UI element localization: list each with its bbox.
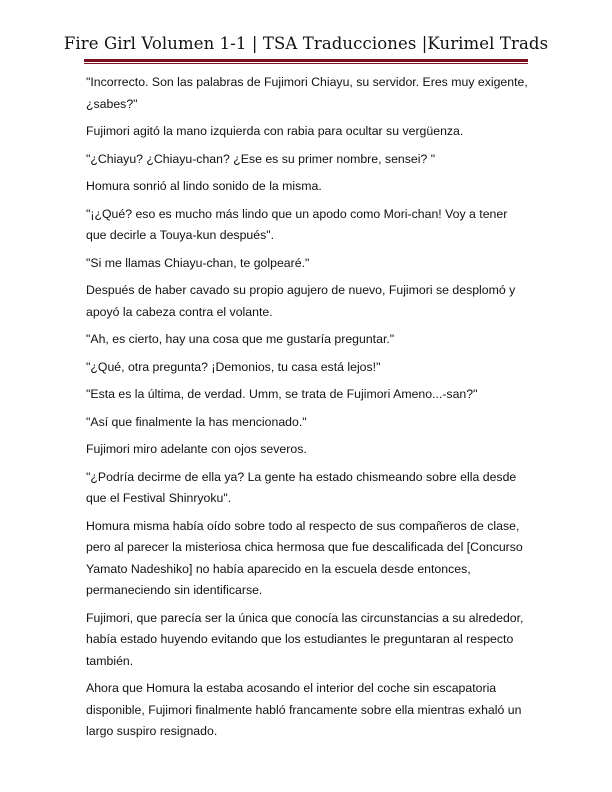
header-rule-thin	[84, 63, 528, 64]
document-body	[86, 72, 530, 749]
paragraph: "¿Qué, otra pregunta? ¡Demonios, tu casa está lejos!"	[86, 359, 381, 374]
paragraph: "¿Chiayu? ¿Chiayu-chan? ¿Ese es su primer nombre, sensei? "	[86, 151, 436, 166]
paragraph: "Ah, es cierto, hay una cosa que me gustaría preguntar."	[86, 332, 395, 346]
paragraph: "Así que finalmente la has mencionado."	[86, 414, 307, 429]
paragraph: "¡¿Qué? eso es mucho más lindo que un apodo como Mori-chan! Voy a tener que decirle a Touya-kun después".	[86, 206, 508, 242]
paragraph: Homura sonrió al lindo sonido de la misma.	[86, 179, 322, 193]
paragraph: "Incorrecto. Son las palabras de Fujimori Chiayu, su servidor. Eres muy exigente, ¿sabes?"	[86, 75, 528, 111]
paragraph: Ahora que Homura la estaba acosando el interior del coche sin escapatoria disponible, Fujimori finalmente habló francamente sobre ella mientras exhaló un largo suspiro resignado.	[86, 681, 522, 738]
header-rule-thick	[84, 59, 528, 62]
paragraph: Después de haber cavado su propio agujero de nuevo, Fujimori se desplomó y apoyó la cabeza contra el volante.	[86, 283, 516, 319]
paragraph: "Si me llamas Chiayu-chan, te golpearé."	[86, 255, 310, 270]
paragraph: "¿Podría decirme de ella ya? La gente ha estado chismeando sobre ella desde que el Festival Shinryoku".	[86, 469, 517, 505]
paragraph: "Esta es la última, de verdad. Umm, se trata de Fujimori Ameno...-san?"	[86, 387, 478, 401]
paragraph: Homura misma había oído sobre todo al respecto de sus compañeros de clase, pero al parecer la misteriosa chica hermosa que fue descalificada del [Concurso Yamato Nadeshiko] no había aparecido en la escuela desde entonces, permaneciendo sin identificarse.	[86, 518, 523, 597]
page-header-title: Fire Girl Volumen 1-1 | TSA Traducciones |Kurimel Trads	[63, 34, 549, 53]
paragraph: Fujimori agitó la mano izquierda con rabia para ocultar su vergüenza.	[86, 124, 464, 138]
paragraph: Fujimori miro adelante con ojos severos.	[86, 442, 307, 456]
paragraph: Fujimori, que parecía ser la única que conocía las circunstancias a su alrededor, había estado huyendo evitando que los estudiantes le preguntaran al respecto también.	[86, 610, 524, 668]
